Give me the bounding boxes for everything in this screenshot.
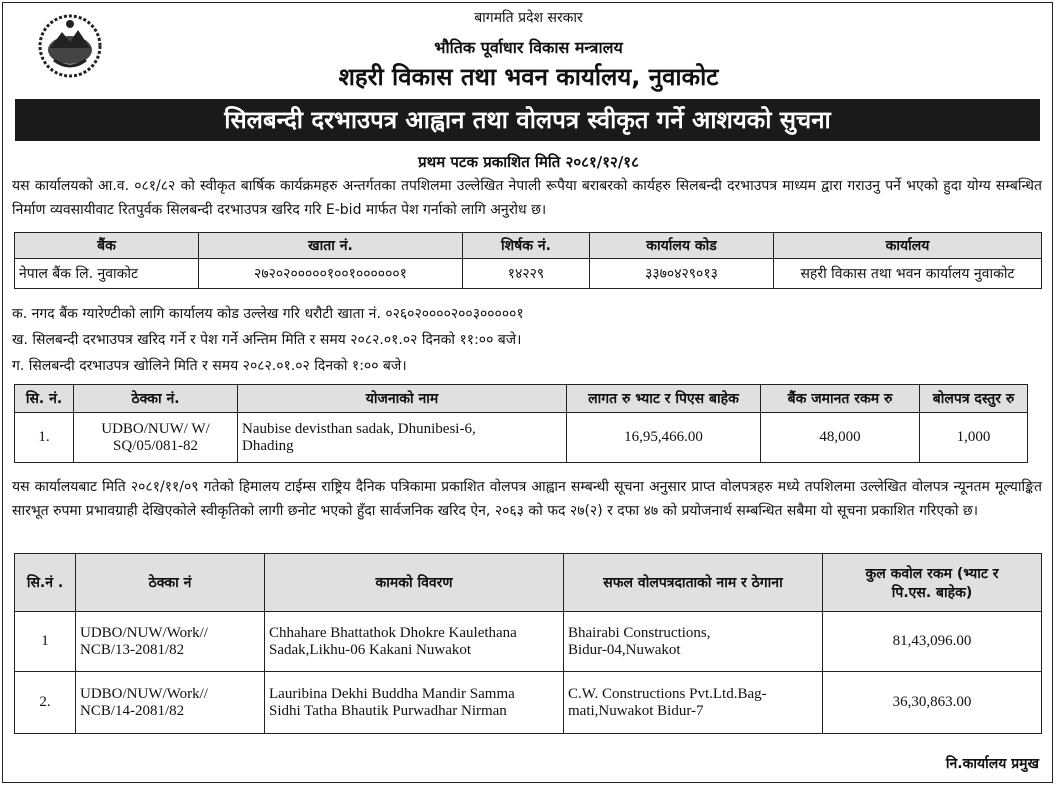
- head-no-header: शिर्षक नं.: [463, 233, 590, 259]
- sn-header: सि. नं.: [15, 385, 74, 413]
- guarantee-cell: 48,000: [761, 413, 920, 463]
- head-no-cell: १४२२९: [463, 259, 590, 289]
- notice-title-banner: सिलबन्दी दरभाउपत्र आह्वान तथा वोलपत्र स्वीकृत गर्ने आशयको सुचना: [15, 99, 1040, 141]
- fee-header: बोलपत्र दस्तुर रु: [920, 385, 1028, 413]
- amount-cell: 36,30,863.00: [823, 672, 1042, 734]
- intro-paragraph: यस कार्यालयको आ.व. ०८१/८२ को स्वीकृत बार्षिक कार्यक्रमहरु अन्तर्गतका तपशिलमा उल्लेखित नेपाली रूपैया बराबरको कार्यहरु सिलबन्दी दरभाउपत्र माध्यम द्वारा गराउनु पर्ने भएको हुदा योग्य सम्बन्धित निर्माण व्यवसायीवाट रितपुर्वक सिलबन्दी दरभाउपत्र खरिद गरि E-bid मार्फत पेश गर्नाको लागि अनुरोध छ।: [12, 178, 1042, 218]
- award-contract-line-2: NCB/14-2081/82: [80, 702, 185, 719]
- note-c: ग. सिलबन्दी दरभाउपत्र खोलिने मिति र समय २०८२.०१.०२ दिनको १:०० बजे।: [12, 358, 407, 374]
- office-header: कार्यालय: [774, 233, 1042, 259]
- office-name: शहरी विकास तथा भवन कार्यालय, नुवाकोट: [338, 63, 719, 91]
- ministry-name: भौतिक पूर्वाधार विकास मन्त्रालय: [434, 38, 623, 57]
- project-name-header: योजनाको नाम: [238, 385, 567, 413]
- bidder-cell: [564, 612, 823, 672]
- award-contract-line-1: UDBO/NUW/Work//: [80, 685, 208, 702]
- tender-table-header-row: [15, 385, 1028, 413]
- contract-line-2: SQ/05/081-82: [112, 437, 198, 454]
- work-description-line-1: Chhahare Bhattathok Dhokre Kaulethana: [269, 624, 517, 641]
- note-a: क. नगद बैंक ग्यारेण्टीको लागि कार्यालय कोड उल्लेख गरि धरौटी खाता नं. ०२६०२००००२००३०००००१: [12, 306, 524, 322]
- project-name-cell: [238, 413, 567, 463]
- amount-header: [823, 554, 1042, 612]
- sn-cell: 1.: [15, 413, 74, 463]
- award-sn-cell: 1: [15, 612, 76, 672]
- bidder-line-2: mati,Nuwakot Bidur-7: [568, 702, 704, 719]
- award-contract-cell: [76, 612, 265, 672]
- project-name-line-1: Naubise devisthan sadak, Dhunibesi-6,: [242, 420, 476, 437]
- office-cell: सहरी विकास तथा भवन कार्यालय नुवाकोट: [774, 259, 1042, 289]
- signature-label: नि.कार्यालय प्रमुख: [945, 756, 1039, 772]
- bank-cell: नेपाल बैंक लि. नुवाकोट: [15, 259, 199, 289]
- government-name: बागमति प्रदेश सरकार: [474, 10, 583, 26]
- bidder-header: सफल वोलपत्रदाताको नाम र ठेगाना: [564, 554, 823, 612]
- award-table: [14, 553, 1042, 734]
- award-contract-line-1: UDBO/NUW/Work//: [80, 624, 208, 641]
- work-description-line-2: Sadak,Likhu-06 Kakani Nuwakot: [269, 641, 472, 658]
- bidder-line-1: C.W. Constructions Pvt.Ltd.Bag-: [568, 685, 767, 702]
- work-description-cell: [265, 612, 564, 672]
- award-table-header-row: [15, 554, 1042, 612]
- award-contract-cell: [76, 672, 265, 734]
- contract-line-1: UDBO/NUW/ W/: [101, 420, 210, 437]
- fee-cell: 1,000: [920, 413, 1028, 463]
- contract-cell: [74, 413, 238, 463]
- amount-header-line-2: पि.एस. बाहेक): [891, 584, 973, 601]
- table-row: [15, 672, 1042, 734]
- amount-cell: 81,43,096.00: [823, 612, 1042, 672]
- contract-header: ठेक्का नं.: [74, 385, 238, 413]
- note-b: ख. सिलबन्दी दरभाउपत्र खरिद गर्ने र पेश गर्ने अन्तिम मिति र समय २०८२.०१.०२ दिनको ११:०० बजे।: [12, 332, 522, 348]
- account-header: खाता नं.: [199, 233, 463, 259]
- cost-header: लागत रु भ्याट र पिएस बाहेक: [567, 385, 761, 413]
- office-code-header: कार्यालय कोड: [590, 233, 774, 259]
- guarantee-header: बैंक जमानत रकम रु: [761, 385, 920, 413]
- work-description-cell: [265, 672, 564, 734]
- account-cell: २७२०२०००००१००१००००००१: [199, 259, 463, 289]
- table-row: [15, 413, 1028, 463]
- publication-date: प्रथम पटक प्रकाशित मिति २०८१/१२/१८: [418, 153, 639, 171]
- work-description-header: कामको विवरण: [265, 554, 564, 612]
- bidder-line-1: Bhairabi Constructions,: [568, 624, 711, 641]
- bank-account-table: [14, 232, 1042, 289]
- tender-table: [14, 384, 1028, 463]
- award-contract-line-2: NCB/13-2081/82: [80, 641, 185, 658]
- award-contract-header: ठेक्का नं: [76, 554, 265, 612]
- cost-cell: 16,95,466.00: [567, 413, 761, 463]
- work-description-line-1: Lauribina Dekhi Buddha Mandir Samma: [269, 685, 515, 702]
- project-name-line-2: Dhading: [242, 437, 294, 454]
- work-description-line-2: Sidhi Tatha Bhautik Purwadhar Nirman: [269, 702, 507, 719]
- bank-table-header-row: [15, 233, 1042, 259]
- office-code-cell: ३३७०४२९०१३: [590, 259, 774, 289]
- award-sn-cell: 2.: [15, 672, 76, 734]
- table-row: [15, 612, 1042, 672]
- bidder-line-2: Bidur-04,Nuwakot: [568, 641, 681, 658]
- bank-table-row: [15, 259, 1042, 289]
- amount-header-line-1: कुल कवोल रकम (भ्याट र: [865, 565, 999, 582]
- bidder-cell: [564, 672, 823, 734]
- bank-header: बैंक: [15, 233, 199, 259]
- intent-paragraph: यस कार्यालयबाट मिति २०८१/११/०९ गतेको हिमालय टाईम्स राष्ट्रिय दैनिक पत्रिकामा प्रकाशित वोलपत्र आह्वान सम्बन्धी सूचना अनुसार प्राप्त वोलपत्रहरु मध्ये तपशिलमा उल्लेखित वोलपत्र न्यूनतम मूल्याङ्कित सारभूत रुपमा प्रभावग्राही देखिएकोले स्वीकृतिको लागी छनोट भएको हुँदा सार्वजनिक खरिद ऐन, २०६३ को फद २७(२) र दफा ४७ को प्रयोजनार्थ सम्बन्धित सबैमा यो सूचना प्रकाशित गरिएको छ।: [12, 479, 1042, 519]
- award-sn-header: सि.नं .: [15, 554, 76, 612]
